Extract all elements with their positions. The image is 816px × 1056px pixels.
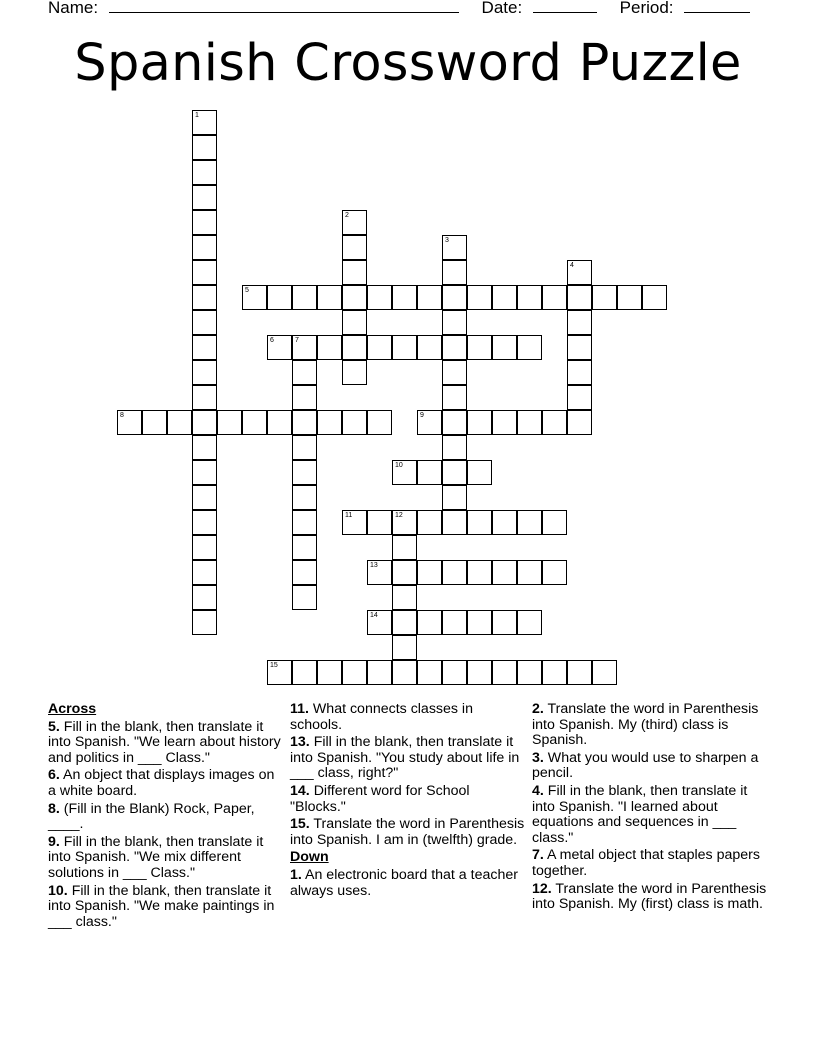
grid-cell[interactable] xyxy=(517,510,542,535)
grid-cell[interactable] xyxy=(292,285,317,310)
grid-cell[interactable] xyxy=(442,235,467,260)
clue-across-9: 9. Fill in the blank, then translate it into Spanish. "We mix different solutions in ___ Class." xyxy=(48,833,264,881)
grid-cell[interactable] xyxy=(517,560,542,585)
grid-cell[interactable] xyxy=(192,585,217,610)
grid-cell[interactable] xyxy=(417,560,442,585)
grid-cell[interactable] xyxy=(267,285,292,310)
grid-cell[interactable] xyxy=(467,460,492,485)
grid-cell[interactable] xyxy=(517,285,542,310)
grid-cell[interactable] xyxy=(542,560,567,585)
grid-cell[interactable] xyxy=(142,410,167,435)
period-label: Period: xyxy=(619,0,674,17)
clue-number: 14 xyxy=(370,612,378,619)
grid-cell[interactable] xyxy=(292,585,317,610)
grid-cell[interactable] xyxy=(317,335,342,360)
grid-cell[interactable] xyxy=(392,635,417,660)
grid-cell[interactable] xyxy=(367,410,392,435)
grid-cell[interactable] xyxy=(417,335,442,360)
grid-cell[interactable] xyxy=(392,460,417,485)
grid-cell[interactable] xyxy=(392,610,417,635)
clue-number: 5 xyxy=(245,287,249,294)
grid-cell[interactable] xyxy=(392,660,417,685)
grid-cell[interactable] xyxy=(217,410,242,435)
clues-column-3 xyxy=(532,702,768,915)
grid-cell[interactable] xyxy=(342,310,367,335)
clue-down-3: 3. What you would use to sharpen a pencil. xyxy=(532,749,759,782)
clue-number: 6 xyxy=(270,337,274,344)
grid-cell[interactable] xyxy=(167,410,192,435)
grid-cell[interactable] xyxy=(517,335,542,360)
clue-number: 11 xyxy=(345,512,353,519)
grid-cell[interactable] xyxy=(292,435,317,460)
grid-cell[interactable] xyxy=(542,410,567,435)
grid-cell[interactable] xyxy=(467,560,492,585)
clues-column-2 xyxy=(290,702,526,901)
grid-cell[interactable] xyxy=(492,335,517,360)
grid-cell[interactable] xyxy=(492,510,517,535)
grid-cell[interactable] xyxy=(517,610,542,635)
grid-cell[interactable] xyxy=(342,410,367,435)
grid-cell[interactable] xyxy=(467,660,492,685)
grid-cell[interactable] xyxy=(267,660,292,685)
grid-cell[interactable] xyxy=(342,210,367,235)
grid-cell[interactable] xyxy=(542,660,567,685)
clue-across-10: 10. Fill in the blank, then translate it into Spanish. "We make paintings in ___ class." xyxy=(48,882,275,930)
grid-cell[interactable] xyxy=(317,285,342,310)
grid-cell[interactable] xyxy=(492,560,517,585)
clue-number: 2 xyxy=(345,212,349,219)
grid-cell[interactable] xyxy=(367,335,392,360)
grid-cell[interactable] xyxy=(292,660,317,685)
grid-cell[interactable] xyxy=(442,610,467,635)
page-title: Spanish Crossword Puzzle xyxy=(74,34,742,93)
clue-number: 10 xyxy=(395,462,403,469)
grid-cell[interactable] xyxy=(442,385,467,410)
grid-cell[interactable] xyxy=(542,510,567,535)
clue-across-15: 15. Translate the word in Parenthesis into Spanish. I am in (twelfth) grade. xyxy=(290,816,525,848)
grid-cell[interactable] xyxy=(392,535,417,560)
clue-across-5: 5. Fill in the blank, then translate it into Spanish. "We learn about history and politics in ___ Class." xyxy=(48,718,281,766)
clue-number: 4 xyxy=(570,262,574,269)
grid-cell[interactable] xyxy=(192,335,217,360)
grid-cell[interactable] xyxy=(492,660,517,685)
grid-cell[interactable] xyxy=(292,410,317,435)
grid-cell[interactable] xyxy=(567,285,592,310)
grid-cell[interactable] xyxy=(192,110,217,135)
grid-cell[interactable] xyxy=(467,510,492,535)
clue-down-4: 4. Fill in the blank, then translate it into Spanish. "I learned about equations and sequences in ___ class." xyxy=(532,782,748,846)
grid-cell[interactable] xyxy=(567,310,592,335)
grid-cell[interactable] xyxy=(192,410,217,435)
clues-column-1 xyxy=(48,702,284,932)
grid-cell[interactable] xyxy=(567,360,592,385)
grid-cell[interactable] xyxy=(242,410,267,435)
grid-cell[interactable] xyxy=(267,335,292,360)
clue-across-14: 14. Different word for School "Blocks." xyxy=(290,782,470,815)
clue-across-11: 11. What connects classes in schools. xyxy=(290,701,473,733)
clue-number: 13 xyxy=(370,562,378,569)
grid-cell[interactable] xyxy=(317,410,342,435)
grid-cell[interactable] xyxy=(567,335,592,360)
grid-cell[interactable] xyxy=(367,610,392,635)
grid-cell[interactable] xyxy=(417,285,442,310)
grid-cell[interactable] xyxy=(192,560,217,585)
grid-cell[interactable] xyxy=(517,410,542,435)
grid-cell[interactable] xyxy=(367,560,392,585)
grid-cell[interactable] xyxy=(617,285,642,310)
grid-cell[interactable] xyxy=(392,560,417,585)
grid-cell[interactable] xyxy=(267,410,292,435)
grid-cell[interactable] xyxy=(417,410,442,435)
grid-cell[interactable] xyxy=(292,535,317,560)
grid-cell[interactable] xyxy=(567,410,592,435)
grid-cell[interactable] xyxy=(192,360,217,385)
clue-across-8: 8. (Fill in the Blank) Rock, Paper, ____. xyxy=(48,800,255,833)
clue-down-1: 1. An electronic board that a teacher always uses. xyxy=(290,866,518,899)
grid-cell[interactable] xyxy=(442,410,467,435)
grid-cell[interactable] xyxy=(342,235,367,260)
grid-cell[interactable] xyxy=(592,660,617,685)
grid-cell[interactable] xyxy=(442,335,467,360)
grid-cell[interactable] xyxy=(342,335,367,360)
clue-across-13: 13. Fill in the blank, then translate it into Spanish. "You study about life in ___ class, right?" xyxy=(290,734,520,782)
grid-cell[interactable] xyxy=(192,160,217,185)
grid-cell[interactable] xyxy=(542,285,567,310)
grid-cell[interactable] xyxy=(342,510,367,535)
grid-cell[interactable] xyxy=(442,360,467,385)
grid-cell[interactable] xyxy=(467,610,492,635)
grid-cell[interactable] xyxy=(392,585,417,610)
grid-cell[interactable] xyxy=(192,610,217,635)
grid-cell[interactable] xyxy=(392,510,417,535)
grid-cell[interactable] xyxy=(292,335,317,360)
grid-cell[interactable] xyxy=(642,285,667,310)
grid-cell[interactable] xyxy=(367,510,392,535)
across-heading: Across xyxy=(48,701,97,717)
grid-cell[interactable] xyxy=(292,460,317,485)
grid-cell[interactable] xyxy=(342,260,367,285)
grid-cell[interactable] xyxy=(592,285,617,310)
grid-cell[interactable] xyxy=(492,285,517,310)
grid-cell[interactable] xyxy=(442,460,467,485)
grid-cell[interactable] xyxy=(442,560,467,585)
grid-cell[interactable] xyxy=(192,210,217,235)
grid-cell[interactable] xyxy=(442,510,467,535)
grid-cell[interactable] xyxy=(417,510,442,535)
clue-number: 7 xyxy=(295,337,299,344)
grid-cell[interactable] xyxy=(567,660,592,685)
clue-number: 8 xyxy=(120,412,124,419)
grid-cell[interactable] xyxy=(192,260,217,285)
grid-cell[interactable] xyxy=(492,610,517,635)
grid-cell[interactable] xyxy=(292,385,317,410)
grid-cell[interactable] xyxy=(392,285,417,310)
grid-cell[interactable] xyxy=(342,360,367,385)
grid-cell[interactable] xyxy=(567,260,592,285)
grid-cell[interactable] xyxy=(292,485,317,510)
clue-number: 15 xyxy=(270,662,278,669)
grid-cell[interactable] xyxy=(467,285,492,310)
grid-cell[interactable] xyxy=(467,335,492,360)
grid-cell[interactable] xyxy=(192,310,217,335)
grid-cell[interactable] xyxy=(192,285,217,310)
grid-cell[interactable] xyxy=(442,285,467,310)
grid-cell[interactable] xyxy=(117,410,142,435)
grid-cell[interactable] xyxy=(192,460,217,485)
grid-cell[interactable] xyxy=(192,235,217,260)
grid-cell[interactable] xyxy=(192,135,217,160)
date-label: Date: xyxy=(481,0,523,17)
grid-cell[interactable] xyxy=(192,185,217,210)
grid-cell[interactable] xyxy=(442,260,467,285)
grid-cell[interactable] xyxy=(192,385,217,410)
grid-cell[interactable] xyxy=(567,385,592,410)
grid-cell[interactable] xyxy=(467,410,492,435)
clue-number: 3 xyxy=(445,237,449,244)
grid-cell[interactable] xyxy=(367,285,392,310)
grid-cell[interactable] xyxy=(192,535,217,560)
name-label: Name: xyxy=(48,0,99,17)
clue-number: 12 xyxy=(395,512,403,519)
grid-cell[interactable] xyxy=(392,335,417,360)
grid-cell[interactable] xyxy=(342,660,367,685)
grid-cell[interactable] xyxy=(442,310,467,335)
clue-down-12: 12. Translate the word in Parenthesis into Spanish. My (first) class is math. xyxy=(532,880,767,913)
grid-cell[interactable] xyxy=(192,510,217,535)
grid-cell[interactable] xyxy=(342,285,367,310)
grid-cell[interactable] xyxy=(292,560,317,585)
grid-cell[interactable] xyxy=(442,485,467,510)
grid-cell[interactable] xyxy=(292,360,317,385)
grid-cell[interactable] xyxy=(292,510,317,535)
down-heading: Down xyxy=(290,849,329,866)
grid-cell[interactable] xyxy=(417,610,442,635)
grid-cell[interactable] xyxy=(317,660,342,685)
grid-cell[interactable] xyxy=(442,435,467,460)
grid-cell[interactable] xyxy=(492,410,517,435)
grid-cell[interactable] xyxy=(442,660,467,685)
grid-cell[interactable] xyxy=(192,435,217,460)
grid-cell[interactable] xyxy=(367,660,392,685)
clue-across-6: 6. An object that displays images on a white board. xyxy=(48,767,275,799)
grid-cell[interactable] xyxy=(192,485,217,510)
grid-cell[interactable] xyxy=(242,285,267,310)
clue-down-7: 7. A metal object that staples papers together. xyxy=(532,847,760,879)
grid-cell[interactable] xyxy=(417,660,442,685)
clue-down-2: 2. Translate the word in Parenthesis into Spanish. My (third) class is Spanish. xyxy=(532,701,759,749)
clue-number: 9 xyxy=(420,412,424,419)
grid-cell[interactable] xyxy=(517,660,542,685)
clue-number: 1 xyxy=(195,112,199,119)
grid-cell[interactable] xyxy=(417,460,442,485)
